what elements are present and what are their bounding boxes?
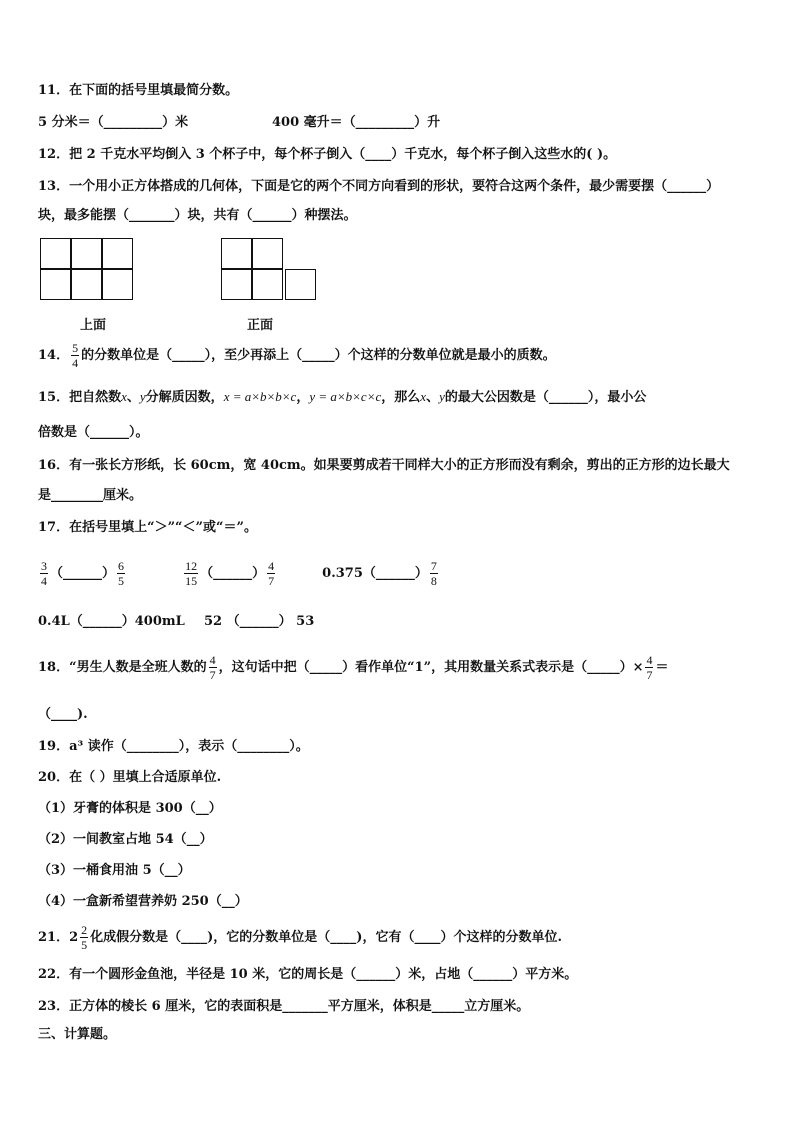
top-view-label: 上面 xyxy=(80,318,107,333)
fraction xyxy=(117,559,125,588)
fraction xyxy=(184,559,198,588)
fraction-numerator: 2 xyxy=(81,923,88,937)
q20-title: 20．在（ ）里填上合适原单位. xyxy=(38,770,222,785)
mixed-fraction xyxy=(80,923,88,952)
fraction-numerator: 6 xyxy=(118,559,125,573)
separator: 、 xyxy=(426,390,440,405)
q11-a: 5 分米＝（_________）米 xyxy=(38,115,189,130)
q18-line2: （____). xyxy=(38,707,88,722)
top-view-cell xyxy=(102,269,133,300)
separator: 、 xyxy=(126,390,140,405)
top-view-cell xyxy=(102,238,133,269)
q18-line1 xyxy=(38,650,669,686)
fraction-numerator: 12 xyxy=(185,559,198,573)
q20-item-3: （3）一桶食用油 5（__） xyxy=(38,863,191,878)
fraction xyxy=(645,653,653,682)
q14 xyxy=(38,339,556,373)
top-view-cell xyxy=(71,238,102,269)
q17-title: 17．在括号里填上“＞”“＜”或“＝”。 xyxy=(38,520,257,535)
fraction-numerator: 4 xyxy=(209,653,216,667)
q15-text: 那么 xyxy=(394,390,421,405)
var-y: y xyxy=(139,389,146,404)
fraction xyxy=(209,653,217,682)
var-y: y xyxy=(439,389,445,404)
fraction-denominator: 5 xyxy=(118,574,125,588)
section-heading: 三、计算题。 xyxy=(38,1027,117,1042)
var-x: x xyxy=(420,389,427,404)
front-view-cell xyxy=(252,269,283,300)
answer-blank: （______） xyxy=(50,566,116,581)
q20-item-2: （2）一间教室占地 54（__） xyxy=(38,832,213,847)
q17-row2a: 0.4L（______）400mL xyxy=(38,614,185,629)
q15-line2: 倍数是（______）。 xyxy=(38,425,149,440)
fraction xyxy=(267,559,275,588)
q15-text: 分解质因数， xyxy=(145,390,224,405)
fraction-numerator: 4 xyxy=(268,559,275,573)
q14-number: 14． xyxy=(38,348,70,363)
front-view-cell xyxy=(221,238,252,269)
q15-text: 的最大公因数是（______），最小公 xyxy=(444,390,647,405)
q14-text: 的分数单位是（_____），至少再添上（_____）个这样的分数单位就是最小的质数。 xyxy=(81,348,556,363)
q18-text: 18．“男生人数是全班人数的 xyxy=(38,660,207,675)
q18-text: ，这句话中把（_____）看作单位“1”，其用数量关系式表示是（_____）× xyxy=(218,660,644,675)
q19: 19．a³ 读作（________），表示（________）。 xyxy=(38,739,309,754)
equals-sign: ＝ xyxy=(655,660,669,675)
top-view-cell xyxy=(71,269,102,300)
q21 xyxy=(38,920,562,956)
q11-b: 400 毫升＝（_________）升 xyxy=(272,115,441,130)
top-view-cell xyxy=(40,269,71,300)
q15-text: 15．把自然数 xyxy=(38,390,122,405)
fraction-numerator: 5 xyxy=(72,341,79,355)
q13-line1: 13．一个用小正方体搭成的几何体，下面是它的两个不同方向看到的形状，要符合这两个条件，最少需要摆（______） xyxy=(38,179,720,194)
fraction-denominator: 15 xyxy=(185,574,198,588)
q15-line1 xyxy=(38,388,646,407)
fraction-denominator: 7 xyxy=(268,574,275,588)
q21-number: 21．2 xyxy=(38,930,79,945)
formula-y: y = a×b×c×c xyxy=(309,389,382,404)
q14-fraction xyxy=(71,341,79,370)
q21-text: 化成假分数是（____)，它的分数单位是（____)，它有（____）个这样的分数单位. xyxy=(90,930,562,945)
fraction-denominator: 8 xyxy=(430,574,437,588)
fraction-numerator: 4 xyxy=(646,653,653,667)
q17-row1 xyxy=(38,556,440,592)
q22: 22．有一个圆形金鱼池，半径是 10 米，它的周长是（______）米，占地（______）平方米。 xyxy=(38,967,578,982)
q23: 23．正方体的棱长 6 厘米，它的表面积是_______平方厘米，体积是_____立方厘米。 xyxy=(38,999,530,1014)
fraction xyxy=(40,559,48,588)
q17-row2b: 52 （______） 53 xyxy=(204,614,315,629)
fraction-denominator: 4 xyxy=(41,574,47,588)
top-view-cell xyxy=(40,238,71,269)
separator: ， xyxy=(381,390,395,405)
q16-line1: 16．有一张长方形纸，长 60cm，宽 40cm。如果要剪成若干同样大小的正方形而没有剩余，剪出的正方形的边长最大 xyxy=(38,458,730,473)
fraction xyxy=(430,559,438,588)
separator: ， xyxy=(296,390,310,405)
q16-line2: 是________厘米。 xyxy=(38,488,143,503)
q11-title: 11．在下面的括号里填最简分数。 xyxy=(38,83,239,98)
front-view-cell xyxy=(285,269,316,300)
q13-line2: 块，最多能摆（_______）块，共有（______）种摆法。 xyxy=(38,208,357,223)
var-x: x xyxy=(121,389,127,404)
fraction-numerator: 3 xyxy=(41,559,47,573)
answer-blank: 0.375（______） xyxy=(322,566,428,581)
fraction-denominator: 7 xyxy=(646,668,653,682)
fraction-denominator: 4 xyxy=(72,356,79,370)
front-view-cell xyxy=(221,269,252,300)
front-view-cell xyxy=(252,238,283,269)
fraction-numerator: 7 xyxy=(430,559,437,573)
fraction-denominator: 7 xyxy=(209,668,216,682)
formula-x: x = a×b×b×c xyxy=(223,389,297,404)
q20-item-1: （1）牙膏的体积是 300（__） xyxy=(38,801,222,816)
q20-item-4: （4）一盒新希望营养奶 250（__） xyxy=(38,894,248,909)
q12: 12．把 2 千克水平均倒入 3 个杯子中，每个杯子倒入（____）千克水，每个杯子倒入这些水的( )。 xyxy=(38,147,617,162)
fraction-denominator: 5 xyxy=(81,938,88,952)
answer-blank: （______） xyxy=(200,566,266,581)
front-view-label: 正面 xyxy=(247,318,274,333)
